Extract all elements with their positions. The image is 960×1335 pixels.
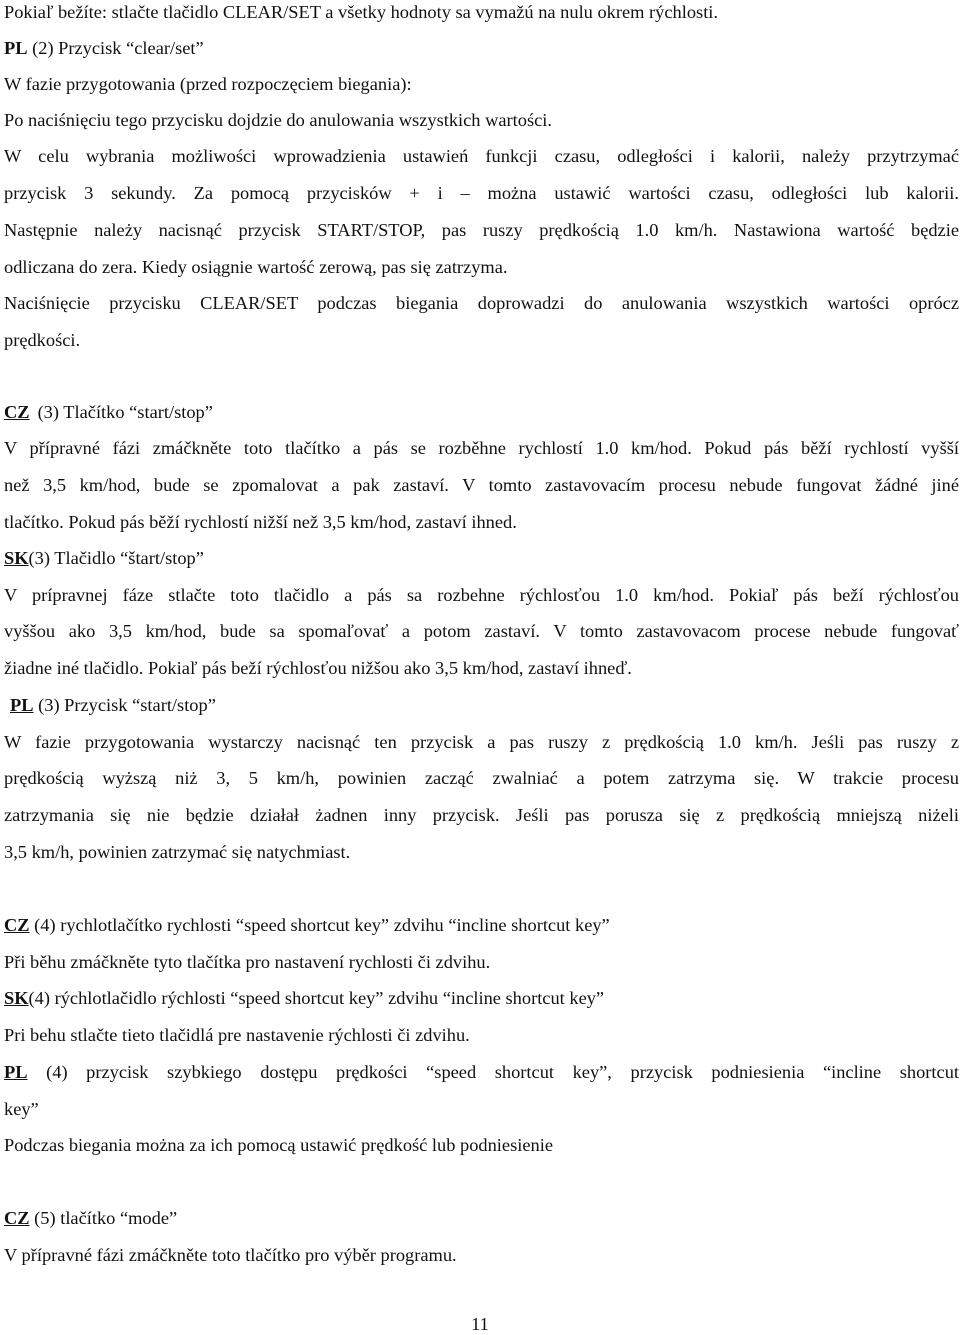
text-line: Při běhu zmáčkněte tyto tlačítka pro nastavení rychlosti či zdvihu. [4,952,491,972]
lang-code: PL [4,38,28,58]
text-line: W fazie przygotowania wystarczy nacisnąć ten przycisk a pas ruszy z prędkością 1.0 km/h. Jeśli pas ruszy z [4,732,959,752]
text-line: odliczana do zera. Kiedy osiągnie wartość zerową, pas się zatrzyma. [4,257,508,277]
heading-text: (4) rýchlotlačidlo rýchlosti “speed shortcut key” zdvihu “incline shortcut key” [28,988,605,1008]
text-line: V přípravné fázi zmáčkněte toto tlačítko a pás se rozběhne rychlostí 1.0 km/hod. Pokud pás běží rychlostí vyšší [4,438,959,458]
text-line: tlačítko. Pokud pás běží rychlostí nižší než 3,5 km/hod, zastaví ihned. [4,512,517,532]
heading-text: (5) tlačítko “mode” [34,1208,178,1228]
text-line: vyššou ako 3,5 km/hod, bude sa spomaľovať a potom zastaví. V tomto zastavovacom procese nebude fungovať [4,621,959,641]
section-heading-pl-3 [10,694,216,716]
text-line: žiadne iné tlačidlo. Pokiaľ pás beží rýchlosťou nižšou ako 3,5 km/hod, zastaví ihneď. [4,658,632,678]
text-line: W celu wybrania możliwości wprowadzienia ustawień funkcji czasu, odległości i kalorii, należy przytrzymać [4,146,959,166]
text-line: 3,5 km/h, powinien zatrzymać się natychmiast. [4,842,351,862]
text-line: V přípravné fázi zmáčkněte toto tlačítko pro výběr programu. [4,1245,457,1265]
lang-code: CZ [4,402,30,422]
heading-text: (3) Tlačidlo “štart/stop” [28,548,204,568]
section-heading-cz-4 [4,914,610,936]
text-line: Pri behu stlačte tieto tlačidlá pre nastavenie rýchlosti či zdvihu. [4,1025,470,1045]
text-line: prędkości. [4,330,81,350]
lang-code: SK [4,548,29,568]
text-line: V prípravnej fáze stlačte toto tlačidlo a pás sa rozbehne rýchlosťou 1.0 km/hod. Pokiaľ pás beží rýchlosťou [4,585,959,605]
text-line: Następnie należy nacisnąć przycisk START/STOP, pas ruszy prędkością 1.0 km/h. Nastawiona wartość będzie [4,220,959,240]
text-line: Pokiaľ bežíte: stlačte tlačidlo CLEAR/SET a všetky hodnoty sa vymažú na nulu okrem rýchlosti. [4,2,719,22]
lang-code: PL [4,1062,28,1082]
heading-text: (4) rychlotlačítko rychlosti “speed shortcut key” zdvihu “incline shortcut key” [34,915,610,935]
text-line: prędkością wyższą niż 3, 5 km/h, powinien zacząć zwalniać a potem zatrzyma się. W trakcie procesu [4,768,959,788]
lang-code: CZ [4,915,30,935]
section-heading-cz-3 [4,401,213,423]
text-line: Po naciśnięciu tego przycisku dojdzie do anulowania wszystkich wartości. [4,110,553,130]
heading-text: (3) Tlačítko “start/stop” [37,402,213,422]
lang-code: PL [10,695,34,715]
text-line: zatrzymania się nie będzie działał żadnen inny przycisk. Jeśli pas porusza się z prędkością mniejszą niżeli [4,805,959,825]
text-line: než 3,5 km/hod, bude se zpomalovat a pak zastaví. V tomto zastavovacím procesu nebude fungovat žádné jiné [4,475,959,495]
heading-text: (2) Przycisk “clear/set” [32,38,204,58]
text-line: Naciśnięcie przycisku CLEAR/SET podczas biegania doprowadzi do anulowania wszystkich wartości oprócz [4,293,959,313]
page-number: 11 [471,1314,489,1334]
heading-text: (4) przycisk szybkiego dostępu prędkości “speed shortcut key”, przycisk podniesienia “incline shortcut [46,1062,959,1082]
section-heading-cz-5 [4,1207,177,1229]
text-line: Podczas biegania można za ich pomocą ustawić prędkość lub podniesienie [4,1135,553,1155]
text-line: W fazie przygotowania (przed rozpoczęciem biegania): [4,74,412,94]
section-heading-sk-4 [4,987,604,1009]
heading-text: (3) Przycisk “start/stop” [38,695,216,715]
text-line: przycisk 3 sekundy. Za pomocą przycisków + i – można ustawić wartości czasu, odległości lub kalorii. [4,183,959,203]
section-heading-pl-4 [4,1061,959,1083]
text-line: key” [4,1099,39,1119]
lang-code: SK [4,988,29,1008]
section-heading-sk-3 [4,547,204,569]
section-heading-pl-2 [4,37,204,59]
lang-code: CZ [4,1208,30,1228]
